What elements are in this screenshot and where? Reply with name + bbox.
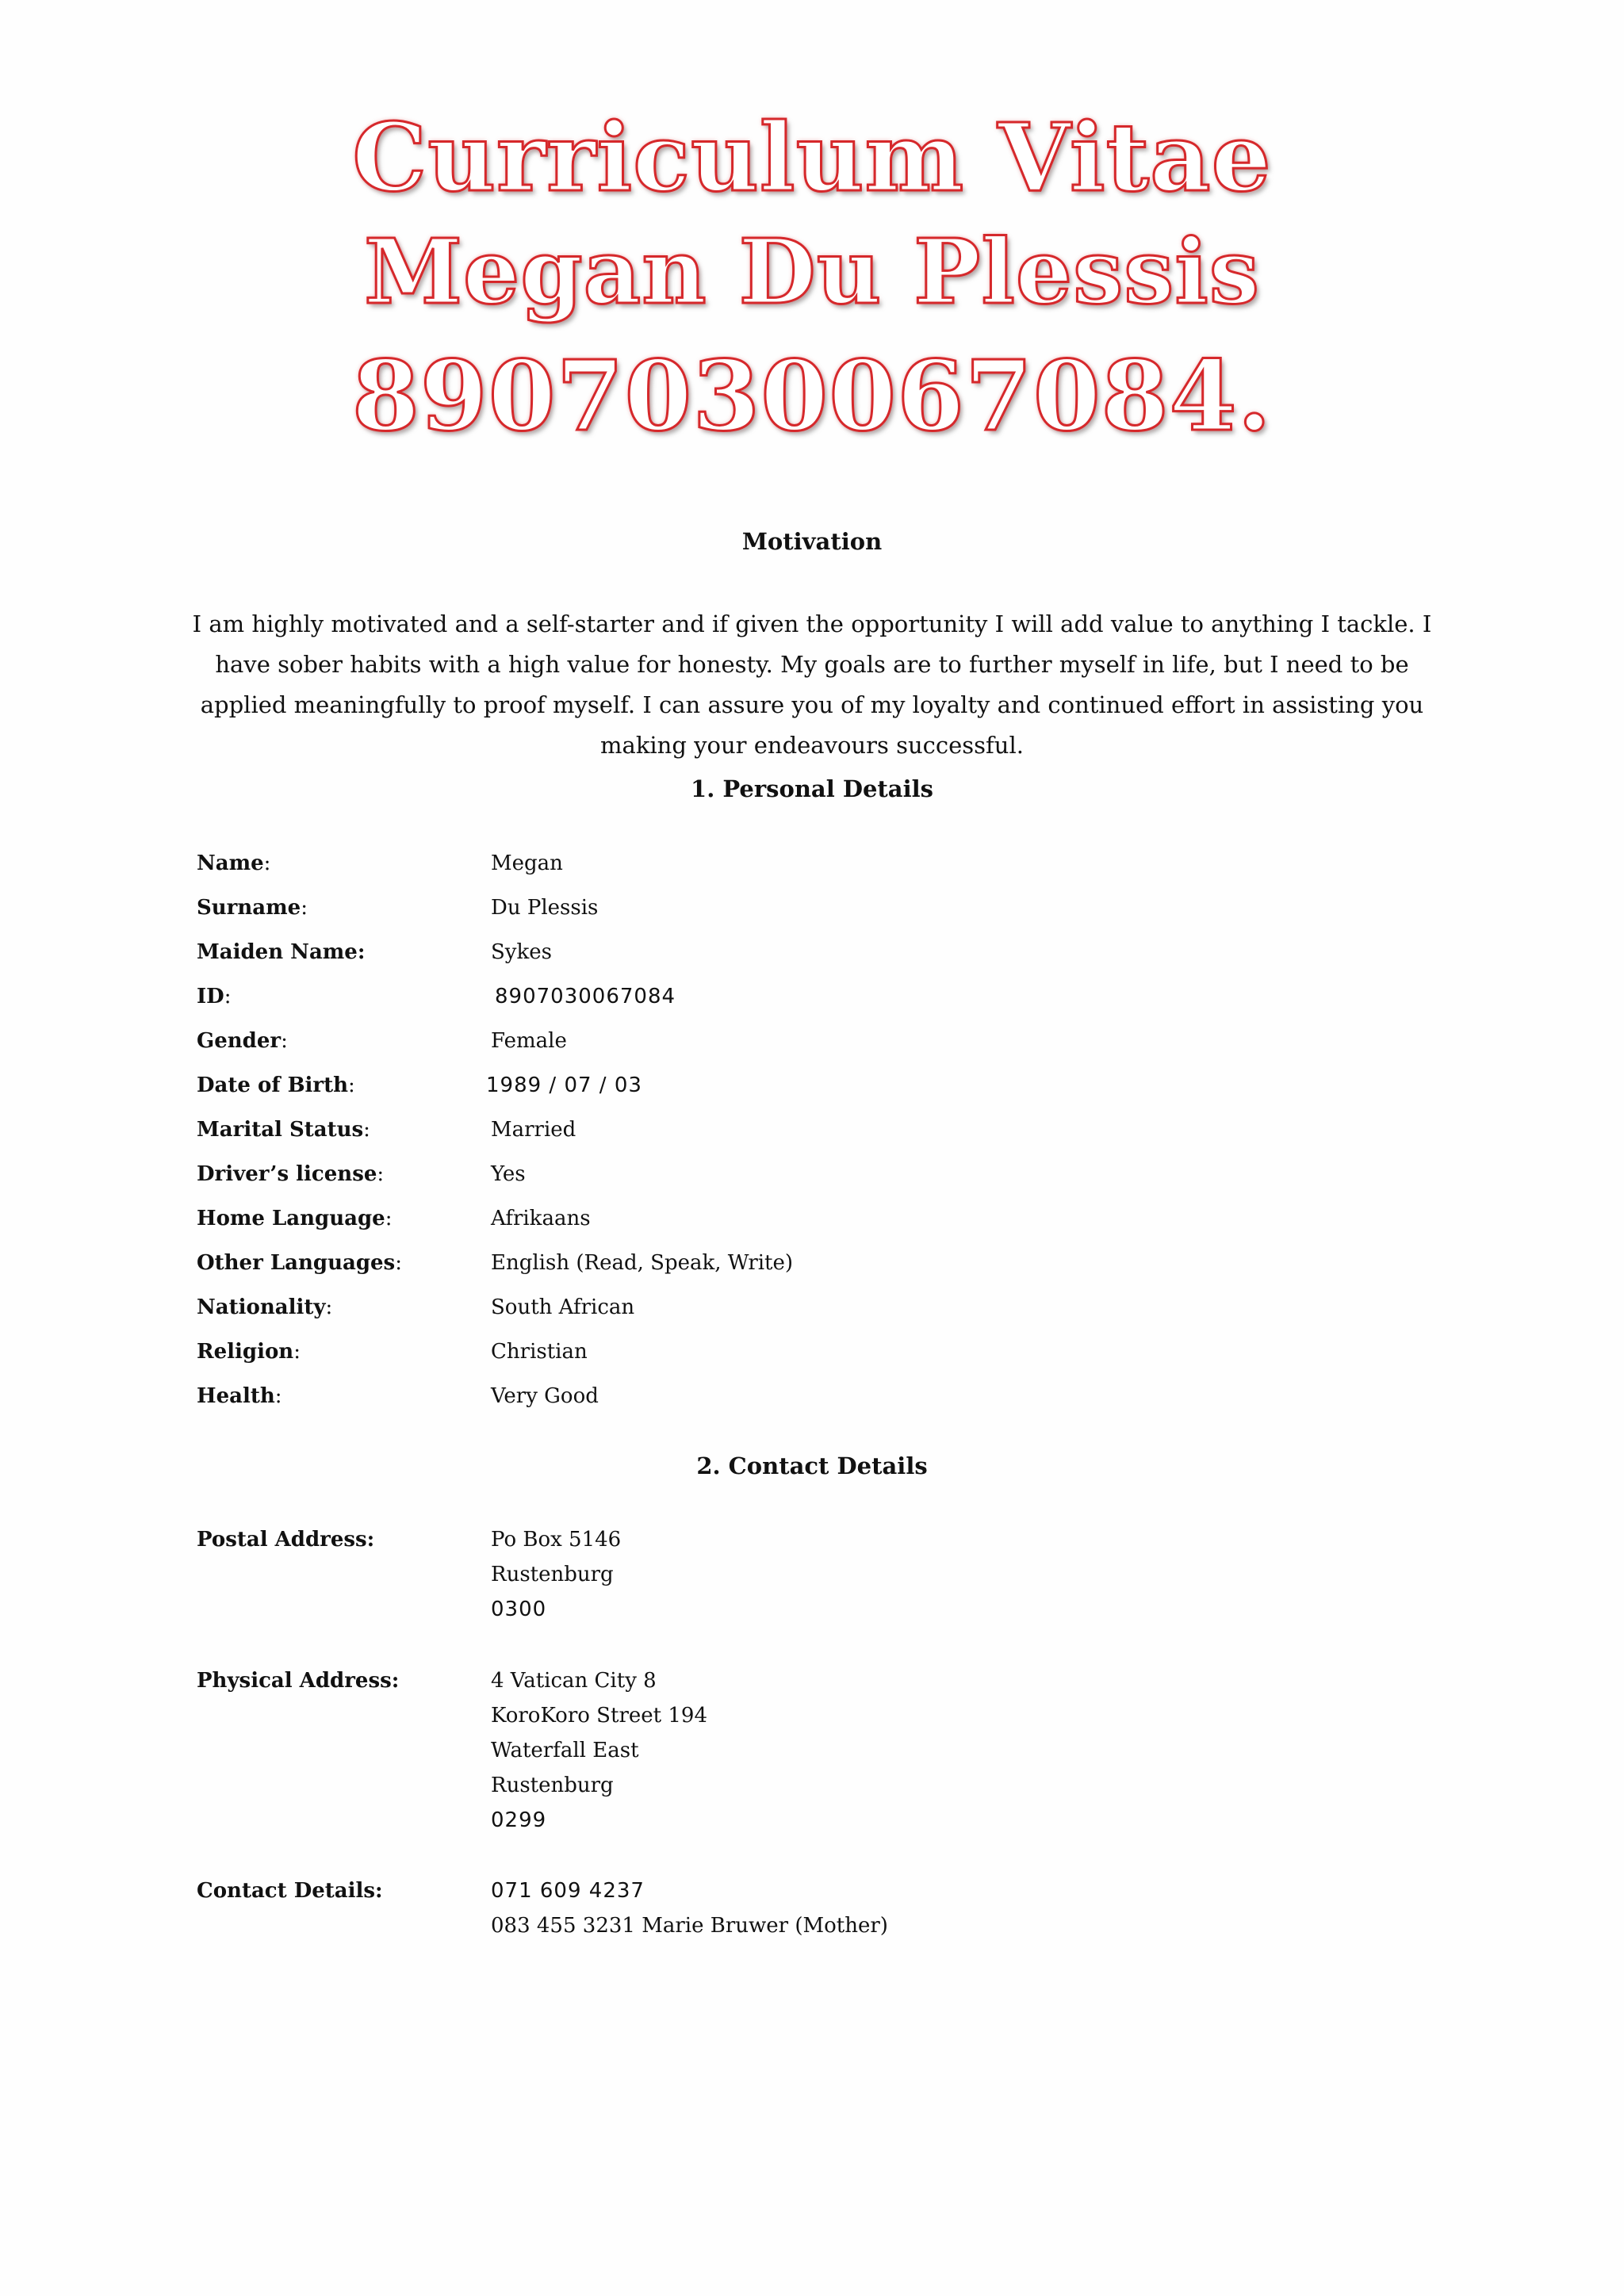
detail-colon: : (325, 1295, 333, 1319)
detail-row-id (197, 974, 1465, 1019)
address-line: 0300 (491, 1598, 547, 1621)
contact-numbers-block (197, 1873, 1465, 1953)
detail-label: Driver’s license (197, 1162, 377, 1186)
detail-colon: : (293, 1340, 301, 1364)
personal-details-list (197, 841, 1465, 1418)
detail-value: 1989 / 07 / 03 (486, 1073, 642, 1097)
cv-name: Megan Du Plessis (364, 220, 1260, 324)
detail-colon: : (281, 1029, 288, 1053)
personal-details-heading: 1. Personal Details (691, 775, 933, 802)
detail-row-date-of-birth (197, 1063, 1465, 1108)
postal-address-lines (491, 1522, 621, 1627)
address-line: Waterfall East (491, 1739, 639, 1762)
postal-address-label: Postal Address: (197, 1528, 375, 1552)
physical-address-lines (491, 1663, 707, 1838)
physical-address-block (197, 1663, 1465, 1873)
detail-label: Gender (197, 1029, 282, 1053)
detail-label: Home Language (197, 1207, 385, 1230)
detail-colon: : (357, 940, 366, 964)
detail-row-drivers-license (197, 1152, 1465, 1196)
detail-label: Maiden Name (197, 940, 358, 964)
detail-value: Married (491, 1118, 576, 1142)
cv-title-block (0, 102, 1624, 466)
detail-colon: : (274, 1384, 282, 1408)
detail-row-religion (197, 1330, 1465, 1374)
detail-value: Sykes (491, 940, 552, 964)
detail-row-maiden-name (197, 930, 1465, 974)
detail-row-name (197, 841, 1465, 886)
contact-details-heading: 2. Contact Details (696, 1452, 928, 1479)
detail-row-other-languages (197, 1241, 1465, 1285)
detail-label: Religion (197, 1340, 294, 1364)
detail-label: Other Languages (197, 1251, 396, 1275)
cv-title: Curriculum Vitae (352, 102, 1272, 212)
physical-address-label: Physical Address: (197, 1669, 400, 1693)
detail-value: English (Read, Speak, Write) (491, 1251, 794, 1275)
detail-value: Megan (491, 851, 563, 875)
address-line: Rustenburg (491, 1774, 614, 1797)
detail-value: Du Plessis (491, 896, 599, 920)
address-line: KoroKoro Street 194 (491, 1704, 707, 1728)
detail-row-home-language (197, 1196, 1465, 1241)
detail-value: Very Good (491, 1384, 599, 1408)
detail-label: Nationality (197, 1295, 326, 1319)
detail-value: Yes (491, 1162, 526, 1186)
detail-value: Afrikaans (491, 1207, 591, 1230)
address-line: 0299 (491, 1808, 547, 1832)
detail-label: Marital Status (197, 1118, 364, 1142)
detail-row-surname (197, 886, 1465, 930)
cv-id-number: 8907030067084. (351, 339, 1272, 453)
postal-address-block (197, 1522, 1465, 1663)
detail-colon: : (377, 1162, 385, 1186)
detail-colon: : (348, 1073, 355, 1097)
detail-label: Surname (197, 896, 301, 920)
motivation-paragraph: I am highly motivated and a self-starter and if given the opportunity I will add value to anything I tackle. I have sober habits with a high value for honesty. My goals are to further myself in life, but I need to be applied meaningfully to proof myself. I can assure you of my loyalty and continued effort in assisting you making your endeavours successful. (192, 610, 1432, 759)
motivation-heading: Motivation (741, 528, 883, 555)
address-line: 4 Vatican City 8 (491, 1669, 657, 1693)
phone-line: 071 609 4237 (491, 1879, 645, 1903)
detail-value: 8907030067084 (495, 985, 676, 1008)
detail-row-nationality (197, 1285, 1465, 1330)
contact-details-list (197, 1522, 1465, 1953)
phone-line: 083 455 3231 Marie Bruwer (Mother) (491, 1914, 888, 1938)
detail-row-health (197, 1374, 1465, 1418)
contact-numbers-lines (491, 1873, 888, 1943)
detail-row-marital-status (197, 1108, 1465, 1152)
detail-label: ID (197, 985, 224, 1008)
detail-colon: : (224, 985, 232, 1008)
address-line: Po Box 5146 (491, 1528, 622, 1552)
detail-colon: : (395, 1251, 402, 1275)
detail-label: Name (197, 851, 264, 875)
detail-colon: : (363, 1118, 370, 1142)
detail-colon: : (385, 1207, 393, 1230)
detail-label: Date of Birth (197, 1073, 349, 1097)
detail-value: Christian (491, 1340, 588, 1364)
detail-label: Health (197, 1384, 275, 1408)
detail-colon: : (263, 851, 271, 875)
detail-row-gender (197, 1019, 1465, 1063)
contact-numbers-label: Contact Details: (197, 1879, 383, 1903)
address-line: Rustenburg (491, 1563, 614, 1586)
detail-colon: : (301, 896, 308, 920)
detail-value: South African (491, 1295, 635, 1319)
detail-value: Female (491, 1029, 567, 1053)
